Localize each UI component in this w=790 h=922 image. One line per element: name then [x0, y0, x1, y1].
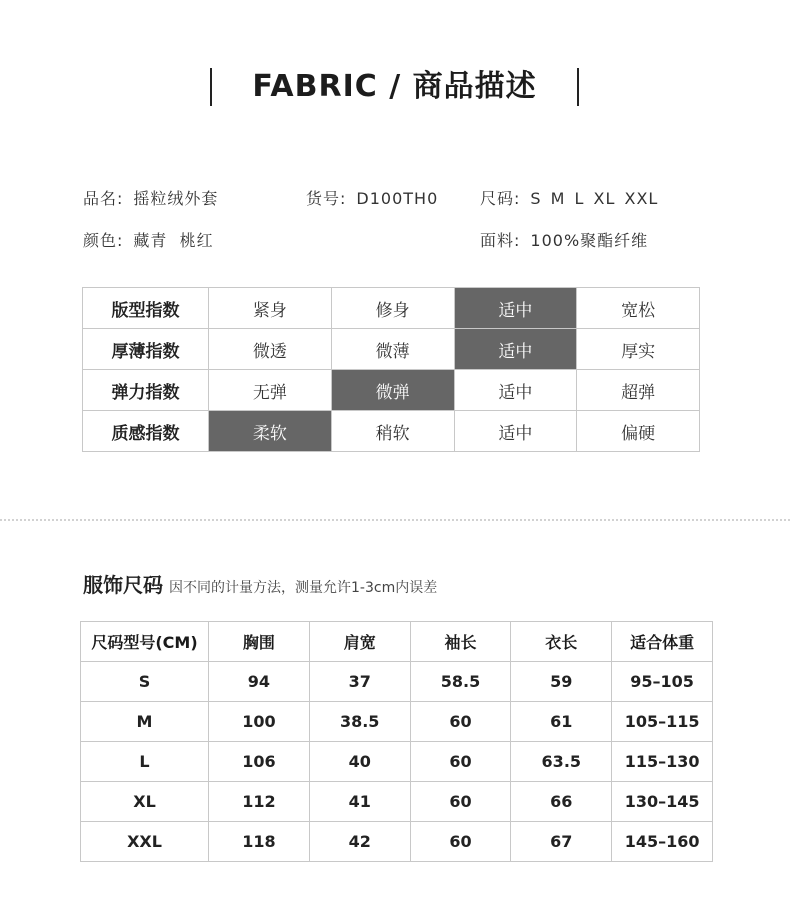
size-chart-cell: 95–105: [612, 662, 713, 702]
size-chart-row: [81, 702, 713, 742]
fabric-index-option: 修身: [331, 288, 454, 329]
size-chart-cell: 130–145: [612, 782, 713, 822]
fabric-index-option: 宽松: [577, 288, 700, 329]
fabric-index-option: 无弹: [209, 370, 332, 411]
size-chart-heading: [83, 569, 437, 598]
size-chart-cell: 145–160: [612, 822, 713, 862]
section-header: [0, 64, 790, 108]
size-chart-cell: 115–130: [612, 742, 713, 782]
material-field: [480, 228, 648, 251]
size-chart-cell: 37: [309, 662, 410, 702]
size-chart-size-cell: S: [81, 662, 209, 702]
fabric-index-row: [83, 370, 700, 411]
size-chart-cell: 42: [309, 822, 410, 862]
fabric-index-option-selected: 适中: [454, 329, 577, 370]
fabric-index-row: [83, 288, 700, 329]
sku-label: 货号:: [306, 189, 347, 208]
size-chart-size-cell: L: [81, 742, 209, 782]
size-chart-cell: 60: [410, 702, 511, 742]
color-field: [83, 228, 214, 251]
fabric-index-option: 超弹: [577, 370, 700, 411]
size-chart-cell: 41: [309, 782, 410, 822]
size-label: 尺码:: [480, 189, 521, 208]
size-chart-row: [81, 662, 713, 702]
fabric-index-label: 厚薄指数: [83, 329, 209, 370]
fabric-index-row: [83, 411, 700, 452]
fabric-index-option: 偏硬: [577, 411, 700, 452]
size-chart-cell: 94: [209, 662, 310, 702]
size-chart-title: 服饰尺码: [83, 573, 163, 597]
size-chart-cell: 60: [410, 782, 511, 822]
fabric-index-option: 稍软: [331, 411, 454, 452]
sku-value: D100TH0: [356, 189, 439, 208]
section-title: FABRIC / 商品描述: [252, 69, 537, 104]
size-value: S M L XL XXL: [530, 189, 659, 208]
fabric-index-table: [82, 287, 700, 452]
size-chart-cell: 61: [511, 702, 612, 742]
size-chart-cell: 112: [209, 782, 310, 822]
size-chart-table: [80, 621, 713, 862]
fabric-index-option-selected: 适中: [454, 288, 577, 329]
color-label: 颜色:: [83, 231, 124, 250]
size-chart-size-cell: M: [81, 702, 209, 742]
header-divider-right: [577, 68, 579, 106]
size-chart-cell: 60: [410, 822, 511, 862]
fabric-index-option-selected: 柔软: [209, 411, 332, 452]
size-chart-size-cell: XXL: [81, 822, 209, 862]
section-divider: [0, 519, 790, 521]
fabric-index-option: 微透: [209, 329, 332, 370]
size-chart-column-header: 袖长: [410, 622, 511, 662]
size-chart-cell: 59: [511, 662, 612, 702]
size-chart-column-header: 尺码型号(CM): [81, 622, 209, 662]
fabric-index-option: 微薄: [331, 329, 454, 370]
size-chart-size-cell: XL: [81, 782, 209, 822]
color-value: 藏青 桃红: [133, 231, 214, 250]
fabric-index-option-selected: 微弹: [331, 370, 454, 411]
product-name-label: 品名:: [83, 189, 124, 208]
size-chart-cell: 63.5: [511, 742, 612, 782]
size-chart-row: [81, 742, 713, 782]
fabric-index-label: 质感指数: [83, 411, 209, 452]
size-chart-cell: 60: [410, 742, 511, 782]
fabric-index-row: [83, 329, 700, 370]
size-chart-column-header: 适合体重: [612, 622, 713, 662]
size-chart-row: [81, 822, 713, 862]
size-chart-cell: 100: [209, 702, 310, 742]
size-chart-header-row: [81, 622, 713, 662]
product-name-field: [83, 186, 218, 209]
size-chart-cell: 40: [309, 742, 410, 782]
size-chart-cell: 106: [209, 742, 310, 782]
size-chart-cell: 67: [511, 822, 612, 862]
size-chart-cell: 118: [209, 822, 310, 862]
size-chart-cell: 66: [511, 782, 612, 822]
material-value: 100%聚酯纤维: [530, 231, 649, 250]
fabric-index-option: 紧身: [209, 288, 332, 329]
size-chart-row: [81, 782, 713, 822]
size-chart-column-header: 肩宽: [309, 622, 410, 662]
size-chart-column-header: 衣长: [511, 622, 612, 662]
size-chart-column-header: 胸围: [209, 622, 310, 662]
material-label: 面料:: [480, 231, 521, 250]
fabric-index-option: 适中: [454, 370, 577, 411]
product-name-value: 摇粒绒外套: [133, 189, 219, 208]
size-chart-cell: 58.5: [410, 662, 511, 702]
sku-field: [306, 186, 438, 209]
size-chart-cell: 105–115: [612, 702, 713, 742]
fabric-index-option: 厚实: [577, 329, 700, 370]
fabric-index-label: 弹力指数: [83, 370, 209, 411]
size-chart-note: 因不同的计量方法，测量允许1-3cm内误差: [169, 580, 438, 596]
fabric-index-label: 版型指数: [83, 288, 209, 329]
size-field: [480, 186, 658, 209]
size-chart-cell: 38.5: [309, 702, 410, 742]
fabric-index-option: 适中: [454, 411, 577, 452]
